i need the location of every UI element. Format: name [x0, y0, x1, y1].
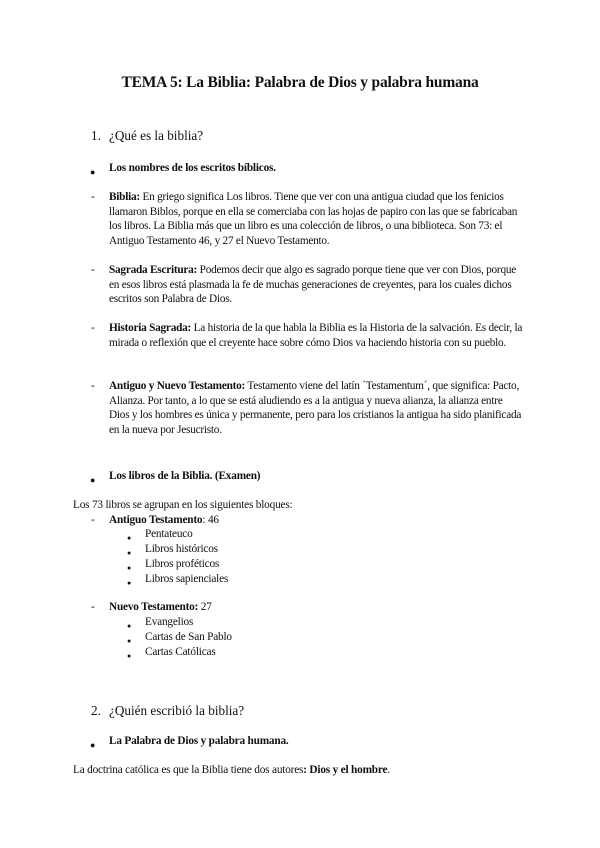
section-heading-libros: Los libros de la Biblia. (Examen)	[109, 470, 261, 482]
book-group-item: Evangelios	[145, 616, 194, 628]
doctrina-text: La doctrina católica es que la Biblia tiene dos autores: Dios y el hombre.	[73, 764, 390, 776]
question-2-text: ¿Quién escribió la biblia?	[109, 703, 245, 718]
bullet-icon: ●	[90, 475, 96, 485]
sub-bullet-icon: ●	[127, 534, 132, 542]
bullet-icon: ●	[90, 740, 96, 750]
libros-intro: Los 73 libros se agrupan en los siguientes bloques:	[73, 499, 293, 511]
question-2-number: 2.	[91, 703, 101, 718]
book-group-item: Pentateuco	[145, 528, 193, 540]
dash-marker: -	[91, 514, 95, 526]
antiguo-testamento-label: Antiguo Testamento: 46	[109, 514, 219, 526]
book-group-item: Libros sapienciales	[145, 573, 229, 585]
sub-bullet-icon: ●	[127, 549, 132, 557]
section-heading-palabra: La Palabra de Dios y palabra humana.	[109, 735, 289, 747]
sub-bullet-icon: ●	[127, 579, 132, 587]
dash-marker: -	[91, 322, 95, 334]
dash-marker: -	[91, 601, 95, 613]
definition-biblia: Biblia: En griego significa Los libros. Tiene que ver con una antigua ciudad que los fenicios llamaron Biblos, porque en ella se comerciaba con las hojas de papiro con las que se fabricaban los libros. La Biblia más que un libro es una colección de libros, o una biblioteca. Son 73: el Antiguo Testamento 46, y 27 el Nuevo Testamento.	[109, 191, 518, 247]
book-group-item: Libros proféticos	[145, 558, 220, 570]
sub-bullet-icon: ●	[127, 622, 132, 630]
sub-bullet-icon: ●	[127, 637, 132, 645]
dash-marker: -	[91, 191, 95, 203]
book-group-item: Libros históricos	[145, 543, 218, 555]
definition-sagrada-escritura: Sagrada Escritura: Podemos decir que algo es sagrado porque tiene que ver con Dios, porque en esos libros está plasmada la fe de muchas generaciones de creyentes, para los cuales dichos escritos son Palabra de Dios.	[109, 264, 517, 306]
question-1-text: ¿Qué es la biblia?	[109, 128, 204, 143]
sub-bullet-icon: ●	[127, 652, 132, 660]
dash-marker: -	[91, 380, 95, 392]
section-heading-nombres: Los nombres de los escritos bíblicos.	[109, 162, 276, 174]
definition-testamento: Antiguo y Nuevo Testamento: Testamento viene del latín ´Testamentum´, que significa: Pacto, Alianza. Por tanto, a lo que se está aludiendo es a la antigua y nueva alianza, la alianza entre Dios y los hombres es única y permanente, pero para los cristianos la antigua ha sido planificada en la nueva por Jesucristo.	[109, 380, 522, 436]
bullet-icon: ●	[90, 167, 96, 177]
question-1-number: 1.	[91, 128, 101, 143]
page-title: TEMA 5: La Biblia: Palabra de Dios y palabra humana	[121, 74, 479, 91]
sub-bullet-icon: ●	[127, 564, 132, 572]
book-group-item: Cartas de San Pablo	[145, 631, 232, 643]
book-group-item: Cartas Católicas	[145, 646, 216, 658]
dash-marker: -	[91, 264, 95, 276]
definition-historia-sagrada: Historia Sagrada: La historia de la que habla la Biblia es la Historia de la salvación. Es decir, la mirada o reflexión que el creyente hace sobre cómo Dios va haciendo historia con su pueblo.	[109, 322, 523, 349]
nuevo-testamento-label: Nuevo Testamento: 27	[109, 601, 212, 613]
